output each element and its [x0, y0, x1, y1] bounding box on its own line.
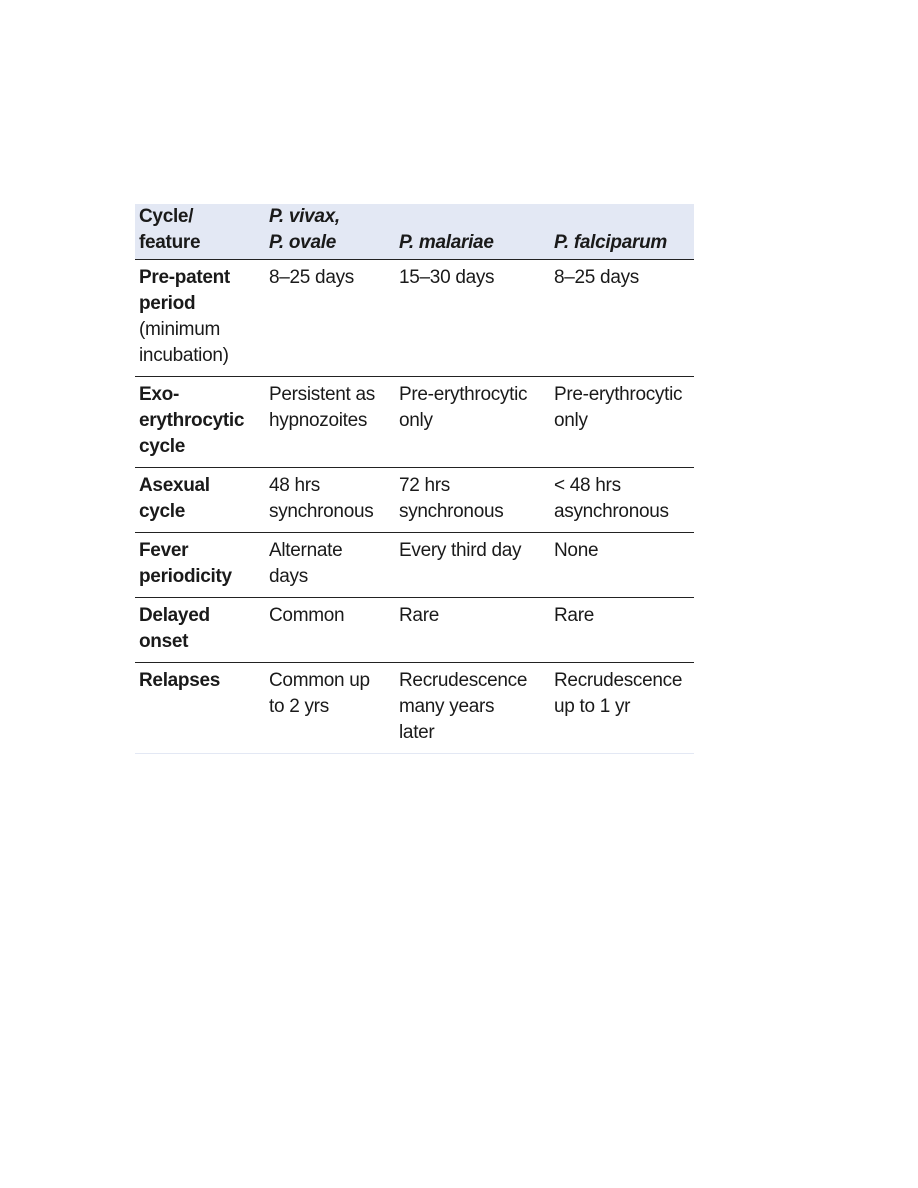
cell-falciparum: None [550, 533, 694, 598]
cell-vivax-ovale: Common [265, 598, 395, 663]
cell-vivax-ovale: Persistent as hypnozoites [265, 377, 395, 468]
cell-vivax-ovale: Common up to 2 yrs [265, 663, 395, 754]
cell-falciparum: Pre-erythrocytic only [550, 377, 694, 468]
table-header [135, 204, 694, 260]
header-falciparum: P. falciparum [550, 204, 694, 260]
table-row-delayed-onset [135, 598, 694, 663]
cell-malariae: Rare [395, 598, 550, 663]
cell-vivax-ovale: 8–25 days [265, 260, 395, 377]
table-row-asexual-cycle [135, 468, 694, 533]
cell-vivax-ovale: 48 hrs synchronous [265, 468, 395, 533]
cell-vivax-ovale: Alternate days [265, 533, 395, 598]
cell-malariae: Every third day [395, 533, 550, 598]
header-row [135, 204, 694, 260]
header-vivax-ovale: P. vivax, P. ovale [265, 204, 395, 260]
header-malariae: P. malariae [395, 204, 550, 260]
table-row-exo-erythrocytic [135, 377, 694, 468]
row-label-cell [135, 260, 265, 377]
table-row-pre-patent [135, 260, 694, 377]
row-label: Fever periodicity [139, 540, 232, 587]
row-label-cell [135, 663, 265, 754]
cell-falciparum: Recrudescence up to 1 yr [550, 663, 694, 754]
row-label-cell [135, 533, 265, 598]
cell-malariae: Recrudescence many years later [395, 663, 550, 754]
cell-malariae: Pre-erythrocytic only [395, 377, 550, 468]
cell-falciparum: Rare [550, 598, 694, 663]
cell-falciparum: < 48 hrs asynchronous [550, 468, 694, 533]
row-label-cell [135, 377, 265, 468]
table-row-fever-periodicity [135, 533, 694, 598]
row-label: Relapses [139, 670, 221, 691]
malaria-features-table-container [135, 204, 694, 754]
row-label: Asexual cycle [139, 475, 210, 522]
table-row-relapses [135, 663, 694, 754]
row-label-note: (minimum incubation) [139, 319, 229, 366]
malaria-features-table [135, 204, 694, 754]
header-cycle-feature: Cycle/ feature [135, 204, 265, 260]
row-label: Delayed onset [139, 605, 210, 652]
cell-malariae: 15–30 days [395, 260, 550, 377]
cell-falciparum: 8–25 days [550, 260, 694, 377]
row-label-cell [135, 468, 265, 533]
cell-malariae: 72 hrs synchronous [395, 468, 550, 533]
row-label: Exo- erythrocytic cycle [139, 384, 245, 457]
row-label-cell [135, 598, 265, 663]
table-body [135, 260, 694, 754]
row-label: Pre-patent period [139, 267, 230, 314]
